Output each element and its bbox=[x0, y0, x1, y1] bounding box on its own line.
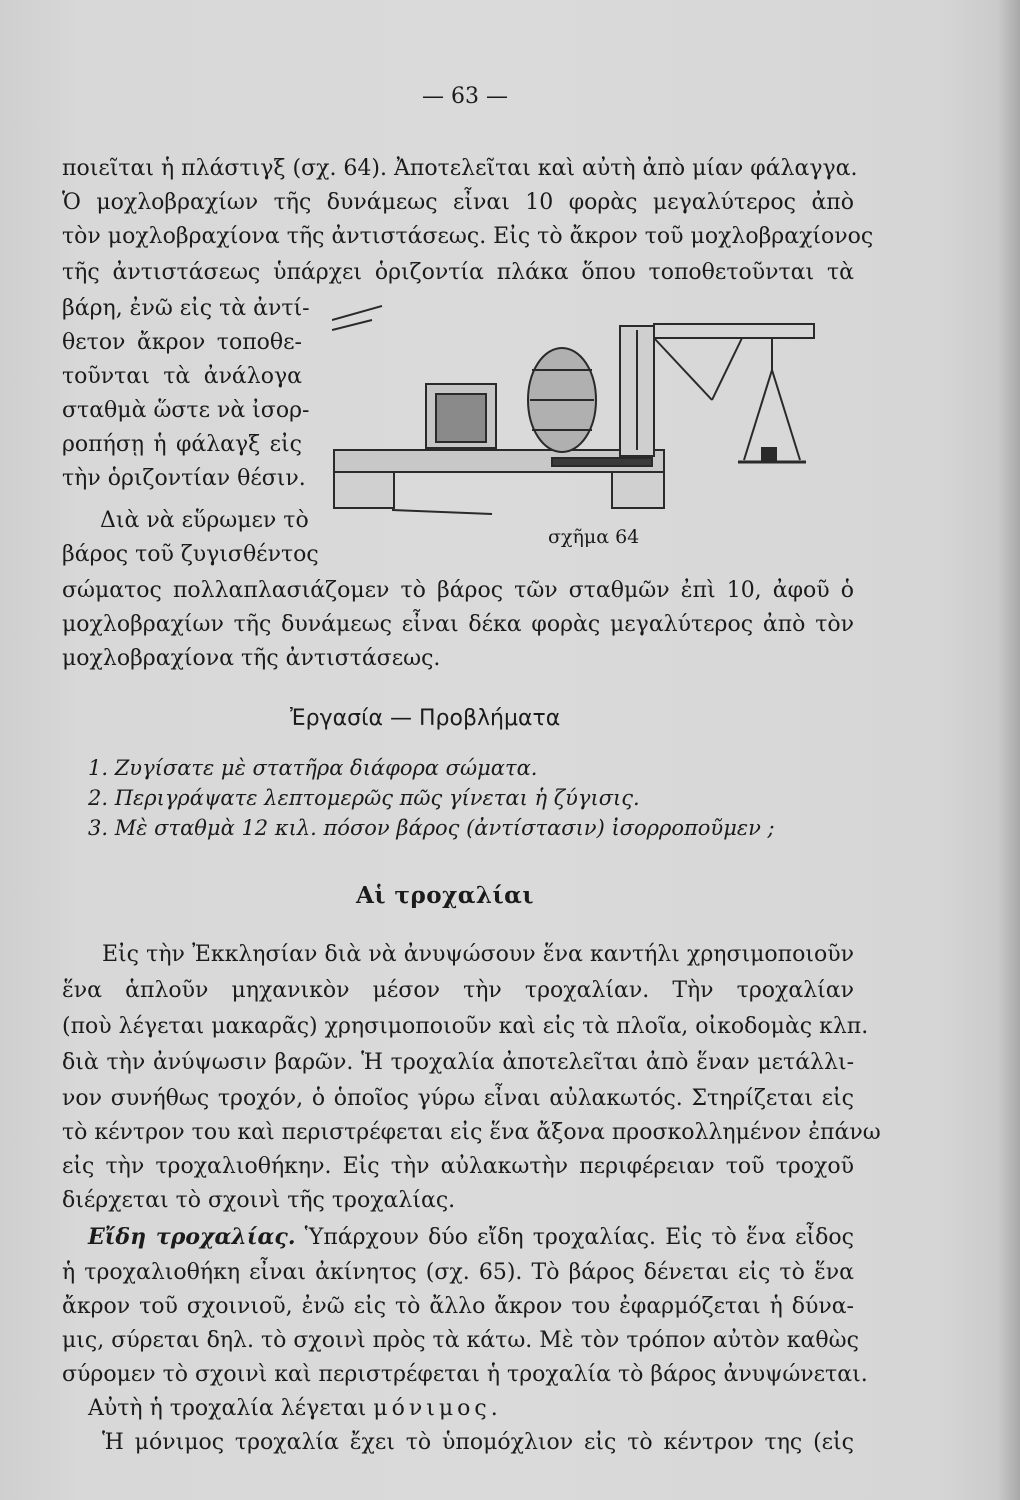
exercise-item: 3. Μὲ σταθμὰ 12 κιλ. πόσον βάρος (ἀντίστασιν) ἰσορροποῦμεν ; bbox=[88, 816, 775, 840]
exercises-heading: Ἐργασία — Προβλήματα bbox=[290, 706, 561, 731]
text-line: εἰς τὴν τροχαλιοθήκην. Εἰς τὴν αὐλακωτὴν περιφέρειαν τοῦ τροχοῦ bbox=[62, 1154, 854, 1179]
text-line: τὸν μοχλοβραχίονα τῆς ἀντιστάσεως. Εἰς τὸ ἄκρον τοῦ μοχλοβραχίονος bbox=[62, 224, 874, 249]
text-line: τὸ κέντρον του καὶ περιστρέφεται εἰς ἕνα ἄξονα προσκολλημένον ἐπάνω bbox=[62, 1120, 881, 1145]
text-line: Διὰ νὰ εὕρωμεν τὸ bbox=[100, 508, 309, 533]
text-line: ἕνα ἁπλοῦν μηχανικὸν μέσον τὴν τροχαλίαν. Τὴν τροχαλίαν bbox=[62, 978, 854, 1003]
text-line: νον συνήθως τροχόν, ὁ ὁποῖος γύρω εἶναι αὐλακωτός. Στηρίζεται εἰς bbox=[62, 1086, 854, 1111]
text-line: Εἰς τὴν Ἐκκλησίαν διὰ νὰ ἀνυψώσουν ἕνα καντήλι χρησιμοποιοῦν bbox=[102, 942, 854, 967]
text-line: Ὁ μοχλοβραχίων τῆς δυνάμεως εἶναι 10 φορὰς μεγαλύτερος ἀπὸ bbox=[62, 190, 854, 215]
figure-caption: σχῆμα 64 bbox=[548, 526, 640, 548]
exercise-item: 2. Περιγράψατε λεπτομερῶς πῶς γίνεται ἡ ζύγισις. bbox=[88, 786, 640, 810]
text-line: διέρχεται τὸ σχοινὶ τῆς τροχαλίας. bbox=[62, 1188, 456, 1213]
text-line: θετον ἄκρον τοποθε- bbox=[62, 330, 302, 355]
emphasized-term: μόνιμος. bbox=[373, 1396, 502, 1421]
text-line: τὴν ὁριζοντίαν θέσιν. bbox=[62, 466, 306, 491]
text-line: σταθμὰ ὥστε νὰ ἰσορ- bbox=[62, 398, 310, 423]
platform-scale-illustration bbox=[332, 300, 862, 515]
text-line: μις, σύρεται δηλ. τὸ σχοινὶ πρὸς τὰ κάτω. Μὲ τὸν τρόπον αὐτὸν καθὼς bbox=[62, 1328, 859, 1353]
text-line: Ἡ μόνιμος τροχαλία ἔχει τὸ ὑπομόχλιον εἰς τὸ κέντρον της (εἰς bbox=[102, 1430, 854, 1455]
page-edge bbox=[998, 0, 1020, 1500]
text-line: τοῦνται τὰ ἀνάλογα bbox=[62, 364, 302, 389]
text-line bbox=[62, 1224, 854, 1251]
text-line bbox=[88, 1396, 502, 1422]
page-number: — 63 — bbox=[422, 84, 508, 109]
text-line: ἡ τροχαλιοθήκη εἶναι ἀκίνητος (σχ. 65). Τὸ βάρος δένεται εἰς τὸ ἕνα bbox=[62, 1260, 854, 1285]
text-line: ροπήσῃ ἡ φάλαγξ εἰς bbox=[62, 432, 302, 457]
text-fragment: Αὐτὴ ἡ τροχαλία λέγεται bbox=[88, 1396, 367, 1421]
text-line: τῆς ἀντιστάσεως ὑπάρχει ὁριζοντία πλάκα ὅπου τοποθετοῦνται τὰ bbox=[62, 260, 854, 285]
text-fragment: Ὑπάρχουν δύο εἴδη τροχαλίας. Εἰς τὸ ἕνα εἶδος bbox=[304, 1225, 854, 1250]
section-title: Αἱ τροχαλίαι bbox=[356, 882, 535, 909]
text-line: βάρος τοῦ ζυγισθέντος bbox=[62, 542, 319, 567]
exercise-item: 1. Ζυγίσατε μὲ στατῆρα διάφορα σώματα. bbox=[88, 756, 538, 780]
text-line: ποιεῖται ἡ πλάστιγξ (σχ. 64). Ἀποτελεῖται καὶ αὐτὴ ἀπὸ μίαν φάλαγγα. bbox=[62, 156, 858, 181]
text-line: (ποὺ λέγεται μακαρᾶς) χρησιμοποιοῦν καὶ εἰς τὰ πλοῖα, οἰκοδομὰς κλπ. bbox=[62, 1014, 869, 1039]
text-line: ἄκρον τοῦ σχοινιοῦ, ἐνῶ εἰς τὸ ἄλλο ἄκρον του ἐφαρμόζεται ἡ δύνα- bbox=[62, 1294, 854, 1319]
text-line: σύρομεν τὸ σχοινὶ καὶ περιστρέφεται ἡ τροχαλία τὸ βάρος ἀνυψώνεται. bbox=[62, 1362, 868, 1387]
text-line: μοχλοβραχίονα τῆς ἀντιστάσεως. bbox=[62, 646, 441, 671]
text-line: μοχλοβραχίων τῆς δυνάμεως εἶναι δέκα φορὰς μεγαλύτερος ἀπὸ τὸν bbox=[62, 612, 854, 637]
text-line: βάρη, ἐνῶ εἰς τὰ ἀντί- bbox=[62, 296, 310, 321]
subsection-lead: Εἴδη τροχαλίας. bbox=[88, 1224, 296, 1250]
text-line: σώματος πολλαπλασιάζομεν τὸ βάρος τῶν σταθμῶν ἐπὶ 10, ἀφοῦ ὁ bbox=[62, 578, 854, 603]
text-line: διὰ τὴν ἀνύψωσιν βαρῶν. Ἡ τροχαλία ἀποτελεῖται ἀπὸ ἕναν μετάλλι- bbox=[62, 1050, 854, 1075]
